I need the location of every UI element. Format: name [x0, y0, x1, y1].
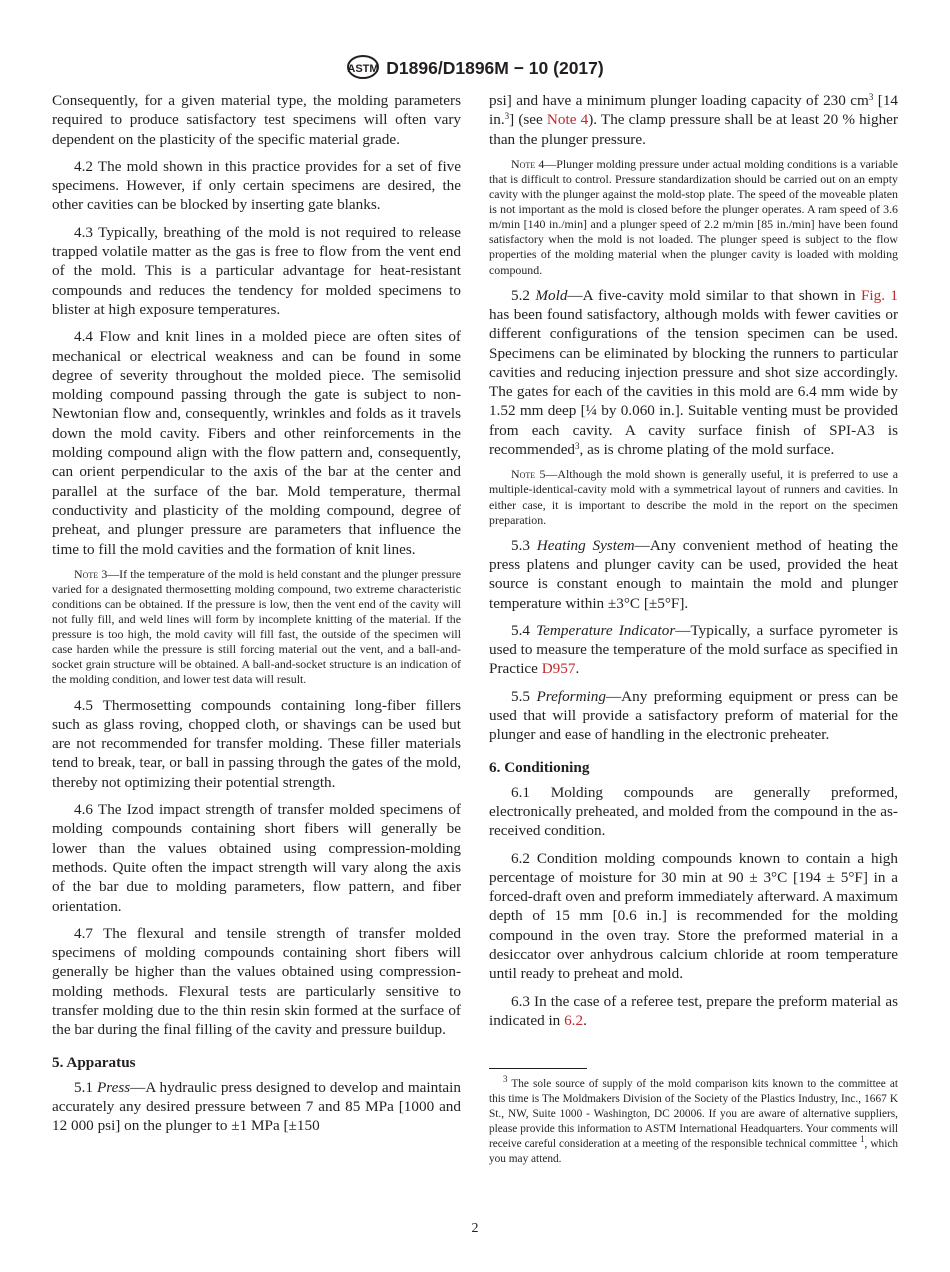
text-run: .	[575, 660, 580, 678]
text-run: 6.1 Molding compounds are generally preformed, electronically preheated, and molded from the compound in the as-received condition.	[489, 783, 898, 840]
text-run: 5.5	[511, 687, 537, 705]
term-italic: Temperature Indicator	[536, 621, 676, 639]
text-run: .	[583, 1011, 587, 1029]
text-run: 4.7 The flexural and tensile strength of transfer molded specimens of molding compounds containing short fibers will generally be higher than the values obtained using compression-molding methods. Flexural tests are particularly sensitive to transfer molding due to the thin resin skin formed at the surface of the bar during the final filling of the cavity and pressure buildup.	[52, 924, 461, 1039]
text-run: has been found satisfactory, although molds with fewer cavities or different configurations of the tension specimen can be used. Specimens can be eliminated by blocking the runners to particular cavities and reducing injection pressure and shot size accordingly. The gates for each of the cavities in this mold are 6.4 mm wide by 1.52 mm deep [¼ by 0.060 in.]. Suitable venting must be provided from each cavity. A cavity surface finish of SPI-A3 is recommended	[489, 305, 898, 459]
document-header	[0, 54, 950, 85]
body-paragraph	[489, 783, 898, 841]
body-paragraph	[52, 800, 461, 916]
footnote-divider	[489, 1068, 587, 1069]
body-paragraph	[52, 91, 461, 149]
text-run: 4.3 Typically, breathing of the mold is not required to release trapped volatile matter as the gas is free to flow from the vent end of the mold. This is a particular advantage for heat-resistant compounds and reduces the tendency for molded specimens to blister at high exposure temperatures.	[52, 223, 461, 318]
term-italic: Press	[96, 1078, 131, 1096]
cross-reference-link[interactable]: Note 4	[546, 111, 589, 129]
text-run: The sole source of supply of the mold comparison kits known to the committee at this time is The Moldmakers Division of the Society of the Plastics Industry, Inc., 1667 K St., NW, Suite 1000 - Washington, DC 20006. If you are aware of alternative suppliers, please provide this information to ASTM International Headquarters. Your comments will receive careful consideration at a meeting of the responsible technical committee	[489, 1078, 898, 1151]
body-paragraph	[489, 91, 898, 149]
text-run: psi] and have a minimum plunger loading capacity of 230 cm	[489, 92, 869, 109]
text-run: , which you may attend.	[489, 1138, 898, 1166]
body-paragraph	[489, 286, 898, 460]
text-run: —Typically, a surface pyrometer is used to measure the temperature of the mold surface as specified in Practice	[489, 621, 899, 678]
text-run: 4.2 The mold shown in this practice provides for a set of five specimens. However, if only certain specimens are desired, the other cavities can be blocked by inserting gate blanks.	[52, 157, 461, 214]
text-run: 5—Although the mold shown is generally useful, it is preferred to use a multiple-identical-cavity mold with a symmetrical layout of runners and cavities. In either case, it is important to describe the mold in the report on the specimen preparation.	[489, 467, 898, 527]
cross-reference-link[interactable]: Fig. 1	[860, 286, 898, 304]
body-paragraph	[52, 223, 461, 319]
superscript: 3	[868, 92, 874, 102]
text-run: 6. Conditioning	[489, 758, 590, 776]
term-italic: Preforming	[536, 687, 606, 705]
superscript: 3	[503, 1074, 508, 1085]
body-paragraph	[52, 327, 461, 559]
text-run: [14 in.	[489, 92, 899, 129]
body-paragraph	[489, 621, 898, 679]
footnote	[489, 1074, 898, 1167]
left-column	[52, 91, 461, 1144]
body-paragraph	[489, 536, 898, 613]
text-run: ] (see	[509, 111, 547, 129]
cross-reference-link[interactable]: 6.2	[564, 1011, 584, 1029]
body-paragraph	[52, 1078, 461, 1136]
text-run: 4.6 The Izod impact strength of transfer molded specimens of molding compounds containing short fibers will generally be lower than the values obtained using compression-molding methods. Quite often the impact strength will vary along the axis of the bar due to molding parameters, flow pattern, and fiber orientation.	[52, 801, 461, 915]
body-paragraph	[489, 849, 898, 984]
note-paragraph	[52, 567, 461, 688]
document-title: D1896/D1896M − 10 (2017)	[386, 58, 604, 79]
text-run: —A five-cavity mold similar to that shown in	[567, 286, 861, 304]
superscript: 3	[504, 111, 510, 122]
text-run: Note	[511, 467, 536, 482]
body-paragraph	[489, 992, 898, 1031]
superscript: 3	[575, 441, 580, 452]
term-italic: Mold	[535, 286, 568, 304]
text-run: 4—Plunger molding pressure under actual molding conditions is a variable that is difficult to control. Pressure standardization should be carried out on an empty cavity with the plunger against the mold-stop plate. The speed of the moveable platen is not important as the mold is closed before the plunger operates. A ram speed of 3.6 m/min [140 in./min] and a plunger speed of 2.2 m/min [85 in./min] have been found satisfactory when the mold is not loaded. The plunger speed is subject to the flow properties of the molding material when the plunger cavity is loaded with molding compound.	[489, 156, 898, 277]
text-run: —Any preforming equipment or press can be used that will provide a satisfactory preform of material for the plunger and ease of handling in the electronic preheater.	[489, 687, 898, 744]
text-run: 6.3 In the case of a referee test, prepare the preform material as indicated in	[489, 992, 898, 1029]
text-run: Note	[511, 156, 536, 171]
text-run: 4.5 Thermosetting compounds containing long-fiber fillers such as glass roving, chopped cloth, or shavings can be used but are not recommended for transfer molding. These filler materials tend to break, tear, or ball in passing through the gates of the mold, thereby not optimizing their potential strength.	[52, 696, 461, 791]
text-run: 5.2	[511, 286, 536, 304]
section-heading	[489, 759, 898, 777]
astm-logo-icon	[346, 54, 380, 85]
text-run: —A hydraulic press designed to develop and maintain accurately any desired pressure between 7 and 85 MPa [1000 and 12 000 psi] on the plunger to ±1 MPa [±150	[52, 1078, 461, 1135]
text-run: , as is chrome plating of the mold surface.	[579, 441, 835, 459]
body-paragraph	[489, 687, 898, 745]
cross-reference-link[interactable]: D957	[541, 660, 576, 678]
text-run: 5.3	[511, 536, 537, 554]
text-run: Note	[74, 566, 99, 581]
text-run: 5.1	[74, 1078, 97, 1096]
right-column	[489, 91, 898, 1175]
text-run: 5.4	[511, 621, 537, 639]
note-paragraph	[489, 157, 898, 278]
text-run: Consequently, for a given material type, the molding parameters required to produce satisfactory test specimens will often vary dependent on the plasticity of the specific material grade.	[52, 92, 461, 148]
page-number: 2	[471, 1221, 479, 1236]
text-run: —Any convenient method of heating the press platens and plunger cavity can be used, provided the heat source is constant enough to maintain the mold and plunger temperature within ±3°C [±5°F].	[489, 536, 898, 612]
body-paragraph	[52, 696, 461, 792]
text-run: ). The clamp pressure shall be at least 20 % higher than the plunger pressure.	[489, 111, 898, 148]
svg-text:ASTM: ASTM	[347, 63, 379, 75]
body-paragraph	[52, 924, 461, 1040]
superscript: 1	[860, 1134, 865, 1145]
note-paragraph	[489, 467, 898, 527]
text-run: 3—If the temperature of the mold is held constant and the plunger pressure varied for a designated thermosetting molding compound, two extreme characteristic conditions can be obtained. If the pressure is low, then the vent end of the cavity will not fully fill, and weld lines will form by incomplete knitting of the material. If the pressure is too high, the mold cavity will fill fast, the outside of the specimen will case harden while the pressure is still forcing material out the vent, and a ball-and-socket grain structure will be obtained. A ball-and-socket structure is an indication of the molding condition, and lower test data will result.	[52, 566, 461, 687]
body-paragraph	[52, 157, 461, 215]
text-run: 5. Apparatus	[52, 1053, 136, 1071]
section-heading	[52, 1054, 461, 1072]
text-run: 4.4 Flow and knit lines in a molded piece are often sites of mechanical or electrical weakness and can be found in some degree of severity throughout the molded piece. The semisolid molding compound passing through the gate is subject to non-Newtonian flow and, consequently, wrinkles and folds as it travels down the mold cavity. Fibers and other reinforcements in the molding compound align with the flow pattern and, consequently, can orient perpendicular to the axis of the bar at the center and parallel at the surface of the bar. Mold temperature, thermal conductivity and plasticity of the molding compound, degree of preheat, and plunger pressure are parameters that influence the time to fill the mold cavities and the formation of knit lines.	[52, 328, 461, 558]
term-italic: Heating System	[536, 536, 635, 554]
text-run: 6.2 Condition molding compounds known to contain a high percentage of moisture for 30 min at 90 ± 3°C [194 ± 5°F] in a forced-draft oven and preform immediately afterward. A maximum depth of 15 mm [0.6 in.] is recommended for the molding compound in the oven tray. Store the preformed material in a desiccator over anhydrous calcium chloride at room temperature until ready to preheat and mold.	[489, 849, 898, 983]
